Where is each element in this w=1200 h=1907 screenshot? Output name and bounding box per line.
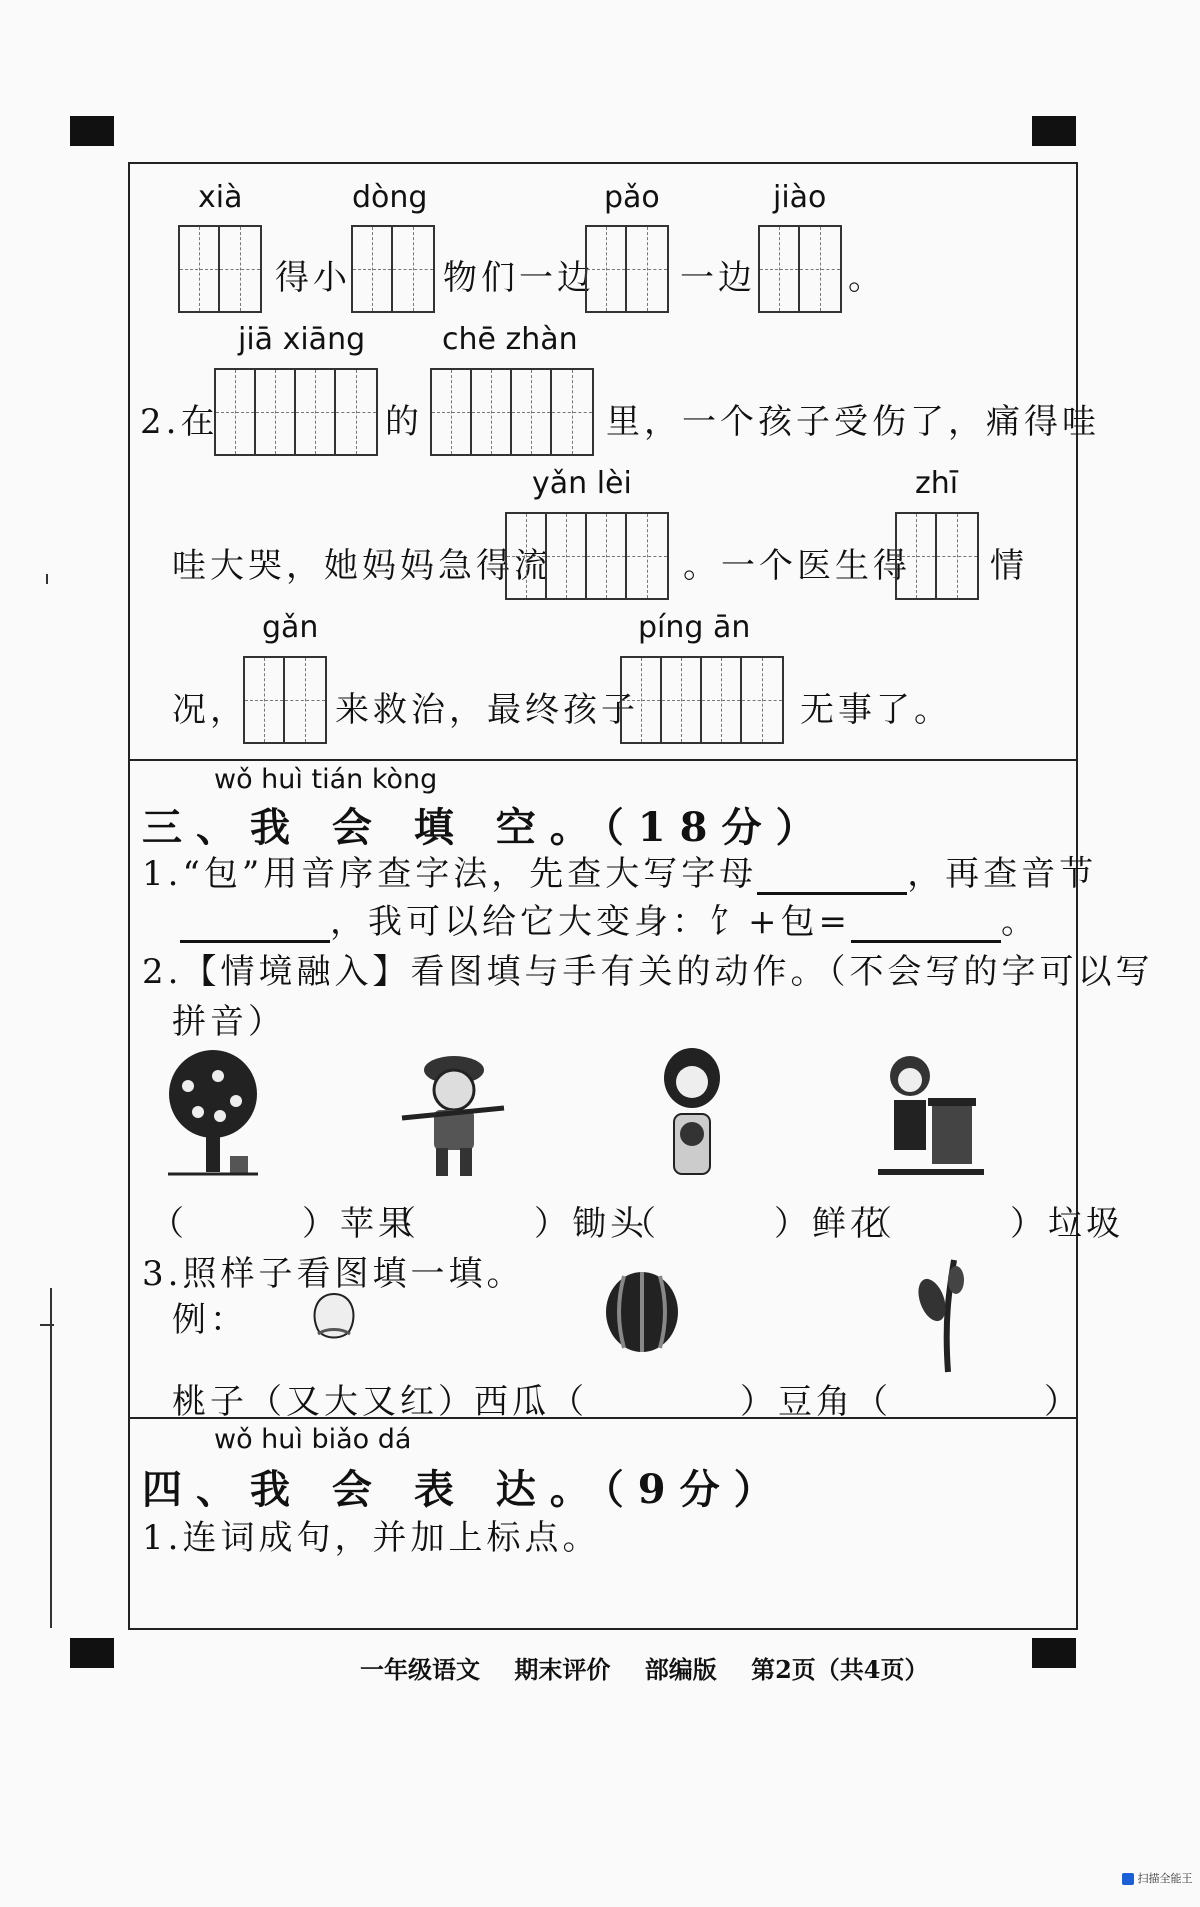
action-blank[interactable]: （ ）苹果	[150, 1204, 416, 1244]
question-text: 2.【情境融入】看图填与手有关的动作。（不会写的字可以写	[142, 952, 1154, 992]
action-blank[interactable]: （ ）锄头	[382, 1204, 648, 1244]
question-text: 拼音）	[172, 1002, 286, 1042]
registration-mark-top-left	[70, 116, 114, 146]
peach-picture	[306, 1284, 362, 1344]
pinyin: xià	[198, 180, 243, 215]
example-answer: 桃子（又大又红）	[172, 1382, 476, 1422]
sentence-text: 得小	[275, 258, 351, 298]
footer-edition: 部编版	[644, 1655, 717, 1684]
sentence-text: 情	[990, 546, 1028, 586]
section-pinyin: wǒ huì tián kòng	[214, 764, 438, 795]
sentence-text: 。一个医生得	[683, 546, 911, 586]
section-divider	[128, 759, 1078, 761]
question-text: 1.“包”用音序查字法，先查大写字母 ，再查音节	[142, 854, 1098, 894]
pinyin: jiào	[773, 180, 827, 215]
beanpod-answer[interactable]: 豆角（ ）	[778, 1382, 1082, 1422]
watermelon-picture	[602, 1270, 682, 1354]
answer-blank[interactable]	[851, 908, 1001, 943]
watermelon-answer[interactable]: 西瓜（ ）	[474, 1382, 778, 1422]
pinyin: dòng	[352, 180, 428, 215]
pinyin: zhī	[915, 466, 959, 501]
pinyin: píng ān	[638, 610, 751, 645]
answer-blank[interactable]	[757, 860, 907, 895]
child-with-trash-bin-picture	[876, 1048, 986, 1182]
tianzige-box[interactable]	[214, 368, 378, 456]
sentence-text: 一边	[680, 258, 756, 298]
sentence-text: 来救治，最终孩子	[335, 690, 639, 730]
tianzige-box[interactable]	[895, 512, 979, 600]
farmer-with-hoe-picture	[398, 1048, 510, 1182]
sentence-text: 物们一边	[443, 258, 595, 298]
tianzige-box[interactable]	[178, 225, 262, 313]
margin-line	[50, 1288, 52, 1628]
pinyin: gǎn	[262, 610, 319, 645]
question-text: 1.连词成句，并加上标点。	[142, 1518, 601, 1558]
pinyin: yǎn lèi	[532, 466, 632, 501]
registration-mark-top-right	[1032, 116, 1076, 146]
pinyin: jiā xiāng	[238, 322, 366, 357]
apple-tree-picture	[158, 1046, 268, 1180]
page-footer	[360, 1650, 954, 1685]
question-text: ，我可以给它大变身：饣+包= 。	[180, 894, 1039, 943]
scanner-watermark: 扫描全能王	[1122, 1870, 1193, 1886]
tianzige-box[interactable]	[620, 656, 784, 744]
footer-exam: 期末评价	[514, 1655, 611, 1684]
scanner-logo-icon	[1122, 1873, 1134, 1885]
tianzige-box[interactable]	[430, 368, 594, 456]
sentence-text: 的	[385, 402, 423, 442]
pinyin: pǎo	[604, 180, 660, 215]
pinyin: chē zhàn	[442, 322, 578, 357]
sentence-text: 无事了。	[800, 690, 952, 730]
answer-blank[interactable]	[180, 908, 330, 943]
bean-pod-picture	[914, 1256, 968, 1376]
tianzige-box[interactable]	[505, 512, 669, 600]
margin-tick	[40, 1324, 54, 1326]
question-text: 2.在	[140, 402, 219, 442]
sentence-text: 哇大哭，她妈妈急得流	[172, 546, 552, 586]
section-pinyin: wǒ huì biǎo dá	[214, 1424, 412, 1455]
girl-with-flowers-picture	[652, 1048, 732, 1182]
action-blank[interactable]: （ ）垃圾	[858, 1204, 1124, 1244]
registration-mark-bottom-left	[70, 1638, 114, 1668]
footer-page: 第2页（共4页）	[751, 1655, 929, 1684]
sentence-text: 。	[848, 258, 886, 298]
section-title: 三、我 会 填 空。（18分）	[142, 804, 830, 851]
tianzige-box[interactable]	[585, 225, 669, 313]
section-title: 四、我 会 表 达。（9分）	[142, 1466, 788, 1513]
sentence-text: 况，	[172, 690, 248, 730]
tianzige-box[interactable]	[758, 225, 842, 313]
margin-tick	[46, 574, 48, 584]
tianzige-box[interactable]	[243, 656, 327, 744]
sentence-text: 里，一个孩子受伤了，痛得哇	[606, 402, 1100, 442]
registration-mark-bottom-right	[1032, 1638, 1076, 1668]
example-label: 例：	[172, 1300, 248, 1340]
question-text: 3.照样子看图填一填。	[142, 1254, 525, 1294]
footer-subject: 一年级语文	[360, 1655, 480, 1684]
tianzige-box[interactable]	[351, 225, 435, 313]
action-blank[interactable]: （ ）鲜花	[622, 1204, 888, 1244]
